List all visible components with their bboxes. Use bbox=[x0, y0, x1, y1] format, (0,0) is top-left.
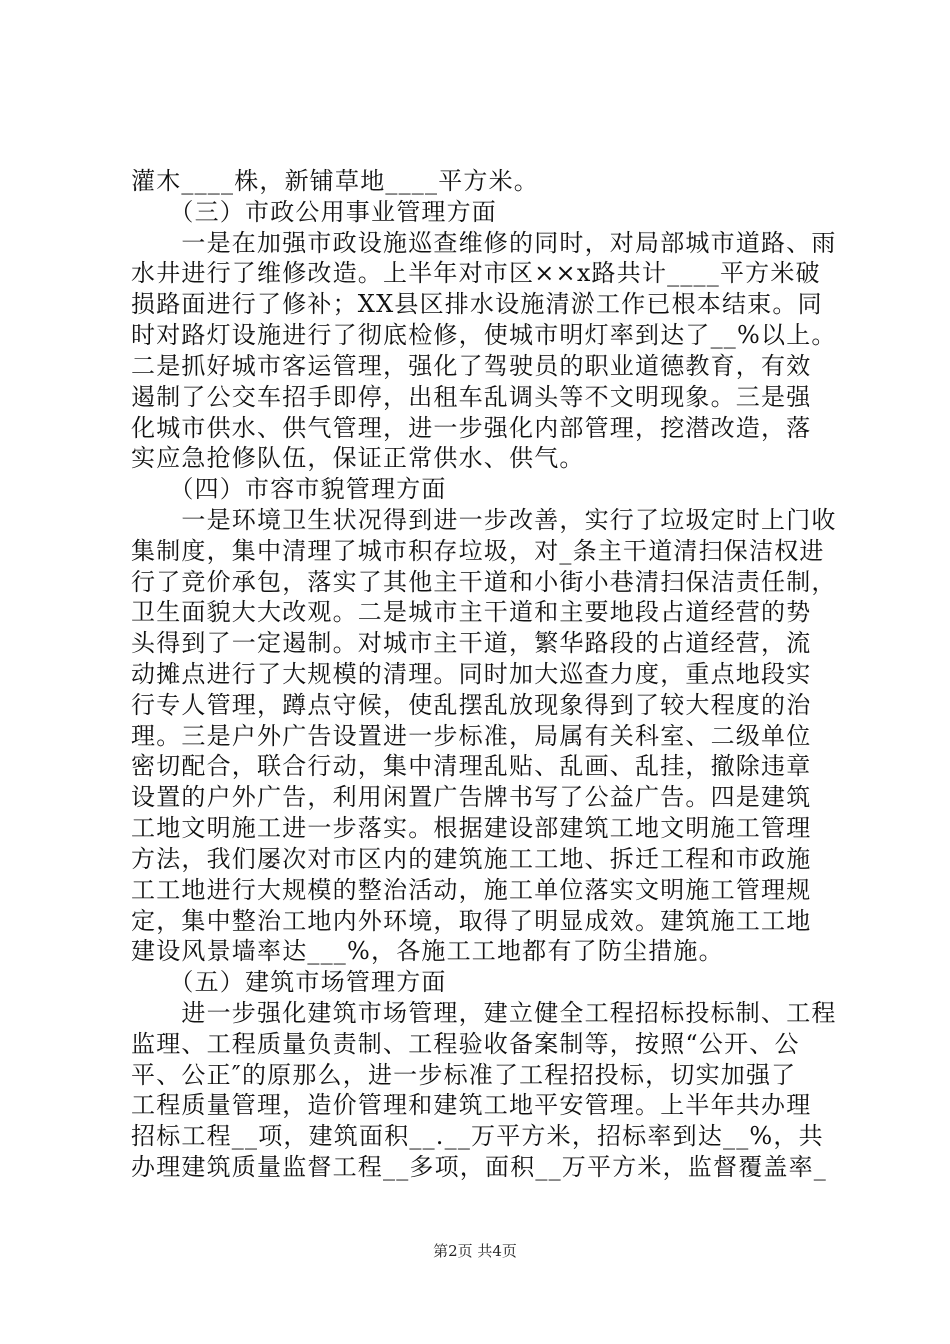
text-line: 行了竞价承包，落实了其他主干道和小街小巷清扫保洁责任制， bbox=[131, 568, 837, 596]
text-line: 时对路灯设施进行了彻底检修，使城市明灯率到达了__%以上。 bbox=[131, 321, 837, 349]
text-line: 平、公正″的原那么，进一步标准了工程招投标，切实加强了 bbox=[131, 1061, 797, 1089]
text-line: 工程质量管理，造价管理和建筑工地平安管理。上半年共办理 bbox=[131, 1091, 812, 1119]
text-line: 一是在加强市政设施巡查维修的同时，对局部城市道路、雨 bbox=[131, 229, 837, 257]
text-line: 招标工程__项，建筑面积__.__万平方米，招标率到达__%，共 bbox=[131, 1122, 824, 1150]
text-line: 进一步强化建筑市场管理，建立健全工程招标投标制、工程 bbox=[131, 999, 837, 1027]
text-line: 密切配合，联合行动，集中清理乱贴、乱画、乱挂，撤除违章 bbox=[131, 752, 812, 780]
text-line: 水井进行了维修改造。上半年对市区××x路共计____平方米破 bbox=[131, 259, 821, 287]
text-line: 集制度，集中清理了城市积存垃圾，对_条主干道清扫保洁权进 bbox=[131, 537, 825, 565]
text-line: 一是环境卫生状况得到进一步改善，实行了垃圾定时上门收 bbox=[131, 506, 837, 534]
text-line: 监理、工程质量负责制、工程验收备案制等，按照“公开、公 bbox=[131, 1030, 800, 1058]
text-line: 头得到了一定遏制。对城市主干道，繁华路段的占道经营，流 bbox=[131, 629, 812, 657]
text-line: 理。三是户外广告设置进一步标准，局属有关科室、二级单位 bbox=[131, 722, 812, 750]
text-line: 方法，我们屡次对市区内的建筑施工工地、拆迁工程和市政施 bbox=[131, 845, 812, 873]
text-line: 办理建筑质量监督工程__多项，面积__万平方米，监督覆盖率_ bbox=[131, 1153, 827, 1181]
text-line: 定，集中整治工地内外环境，取得了明显成效。建筑施工工地 bbox=[131, 907, 812, 935]
section-heading: （四）市容市貌管理方面 bbox=[131, 475, 447, 503]
text-line: 遏制了公交车招手即停，出租车乱调头等不文明现象。三是强 bbox=[131, 383, 812, 411]
text-line: 工地文明施工进一步落实。根据建设部建筑工地文明施工管理 bbox=[131, 814, 812, 842]
text-line: 卫生面貌大大改观。二是城市主干道和主要地段占道经营的势 bbox=[131, 598, 812, 626]
text-line: 实应急抢修队伍，保证正常供水、供气。 bbox=[131, 444, 585, 472]
text-line: 行专人管理，蹲点守候，使乱摆乱放现象得到了较大程度的治 bbox=[131, 691, 812, 719]
page-number-footer: 第2页 共4页 bbox=[433, 1242, 517, 1260]
text-line: 设置的户外广告，利用闲置广告牌书写了公益广告。四是建筑 bbox=[131, 783, 812, 811]
text-line: 化城市供水、供气管理，进一步强化内部管理，挖潜改造，落 bbox=[131, 414, 812, 442]
text-line: 灌木____株，新铺草地____平方米。 bbox=[131, 167, 539, 195]
text-line: 二是抓好城市客运管理，强化了驾驶员的职业道德教育，有效 bbox=[131, 352, 812, 380]
text-line: 动摊点进行了大规模的清理。同时加大巡查力度，重点地段实 bbox=[131, 660, 812, 688]
text-line: 工工地进行大规模的整治活动，施工单位落实文明施工管理规 bbox=[131, 876, 812, 904]
section-heading: （五）建筑市场管理方面 bbox=[131, 968, 447, 996]
text-line: 损路面进行了修补；XX县区排水设施清淤工作已根本结束。同 bbox=[131, 290, 823, 318]
text-line: 建设风景墙率达___%，各施工工地都有了防尘措施。 bbox=[131, 937, 724, 965]
section-heading: （三）市政公用事业管理方面 bbox=[131, 198, 497, 226]
